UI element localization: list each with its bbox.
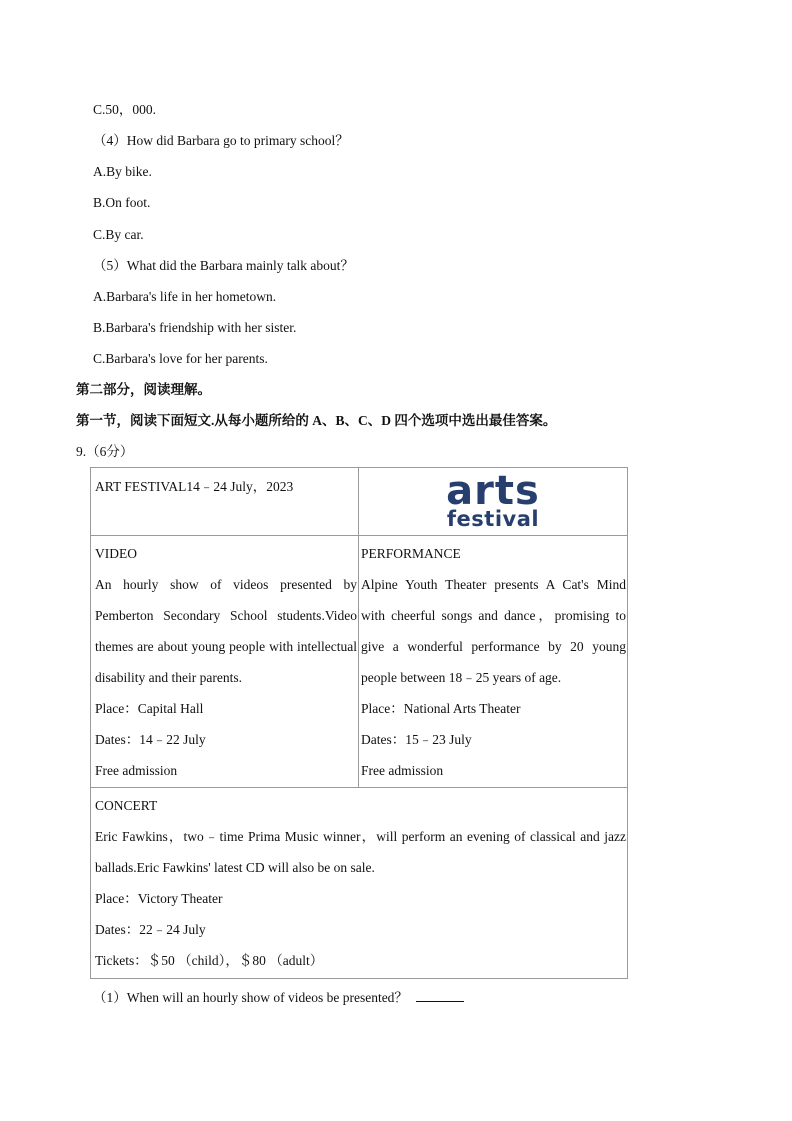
concert-cell (91, 788, 628, 979)
question-5-option-b: B.Barbara's friendship with her sister. (93, 320, 297, 335)
video-title: VIDEO (95, 546, 137, 561)
performance-description: Alpine Youth Theater presents A Cat's Mind with cheerful songs and dance，promising to give a wonderful performance by 20 young people between 18﹣25 years of age. (361, 577, 626, 685)
video-admission: Free admission (95, 763, 178, 778)
festival-header-cell (91, 468, 359, 536)
question-4-option-c: C.By car. (93, 227, 144, 242)
video-dates: Dates：14﹣22 July (95, 732, 206, 747)
arts-festival-logo (359, 468, 627, 534)
festival-table (90, 467, 628, 979)
concert-description: Eric Fawkins，two﹣time Prima Music winner，will perform an evening of classical and jazz ballads.Eric Fawkins' latest CD will also be on sale. (95, 829, 626, 875)
question-5-stem: （5）What did the Barbara mainly talk about？ (93, 258, 354, 273)
concert-place: Place：Victory Theater (95, 891, 223, 906)
festival-header: ART FESTIVAL14﹣24 July，2023 (95, 479, 294, 494)
answer-blank[interactable] (416, 987, 464, 1002)
performance-title: PERFORMANCE (361, 546, 461, 561)
sub-question-1 (93, 987, 464, 1007)
logo-cell (359, 468, 628, 536)
performance-cell (359, 536, 628, 788)
sub-question-1-text: （1）When will an hourly show of videos be presented？ (93, 990, 408, 1005)
question-9-number: 9.（6分） (76, 444, 134, 459)
performance-admission: Free admission (361, 763, 444, 778)
concert-title: CONCERT (95, 798, 158, 813)
prev-option-c: C.50，000. (93, 102, 157, 117)
video-place: Place：Capital Hall (95, 701, 204, 716)
concert-dates: Dates：22﹣24 July (95, 922, 206, 937)
question-4-option-b: B.On foot. (93, 195, 151, 210)
concert-tickets: Tickets：＄50 （child），＄80 （adult） (95, 953, 324, 968)
video-description: An hourly show of videos presented by Pemberton Secondary School students.Video themes are about young people with intellectual disability and their parents. (95, 577, 357, 685)
question-4-stem: （4）How did Barbara go to primary school？ (93, 133, 349, 148)
performance-place: Place：National Arts Theater (361, 701, 521, 716)
logo-word-arts: arts (446, 468, 540, 514)
question-5-option-a: A.Barbara's life in her hometown. (93, 289, 277, 304)
subsection-title: 第一节，阅读下面短文.从每小题所给的 A、B、C、D 四个选项中选出最佳答案。 (76, 413, 557, 428)
part-title: 第二部分，阅读理解。 (76, 382, 211, 397)
video-cell (91, 536, 359, 788)
logo-word-festival: festival (446, 507, 540, 531)
question-5-option-c: C.Barbara's love for her parents. (93, 351, 268, 366)
question-4-option-a: A.By bike. (93, 164, 152, 179)
performance-dates: Dates：15﹣23 July (361, 732, 472, 747)
